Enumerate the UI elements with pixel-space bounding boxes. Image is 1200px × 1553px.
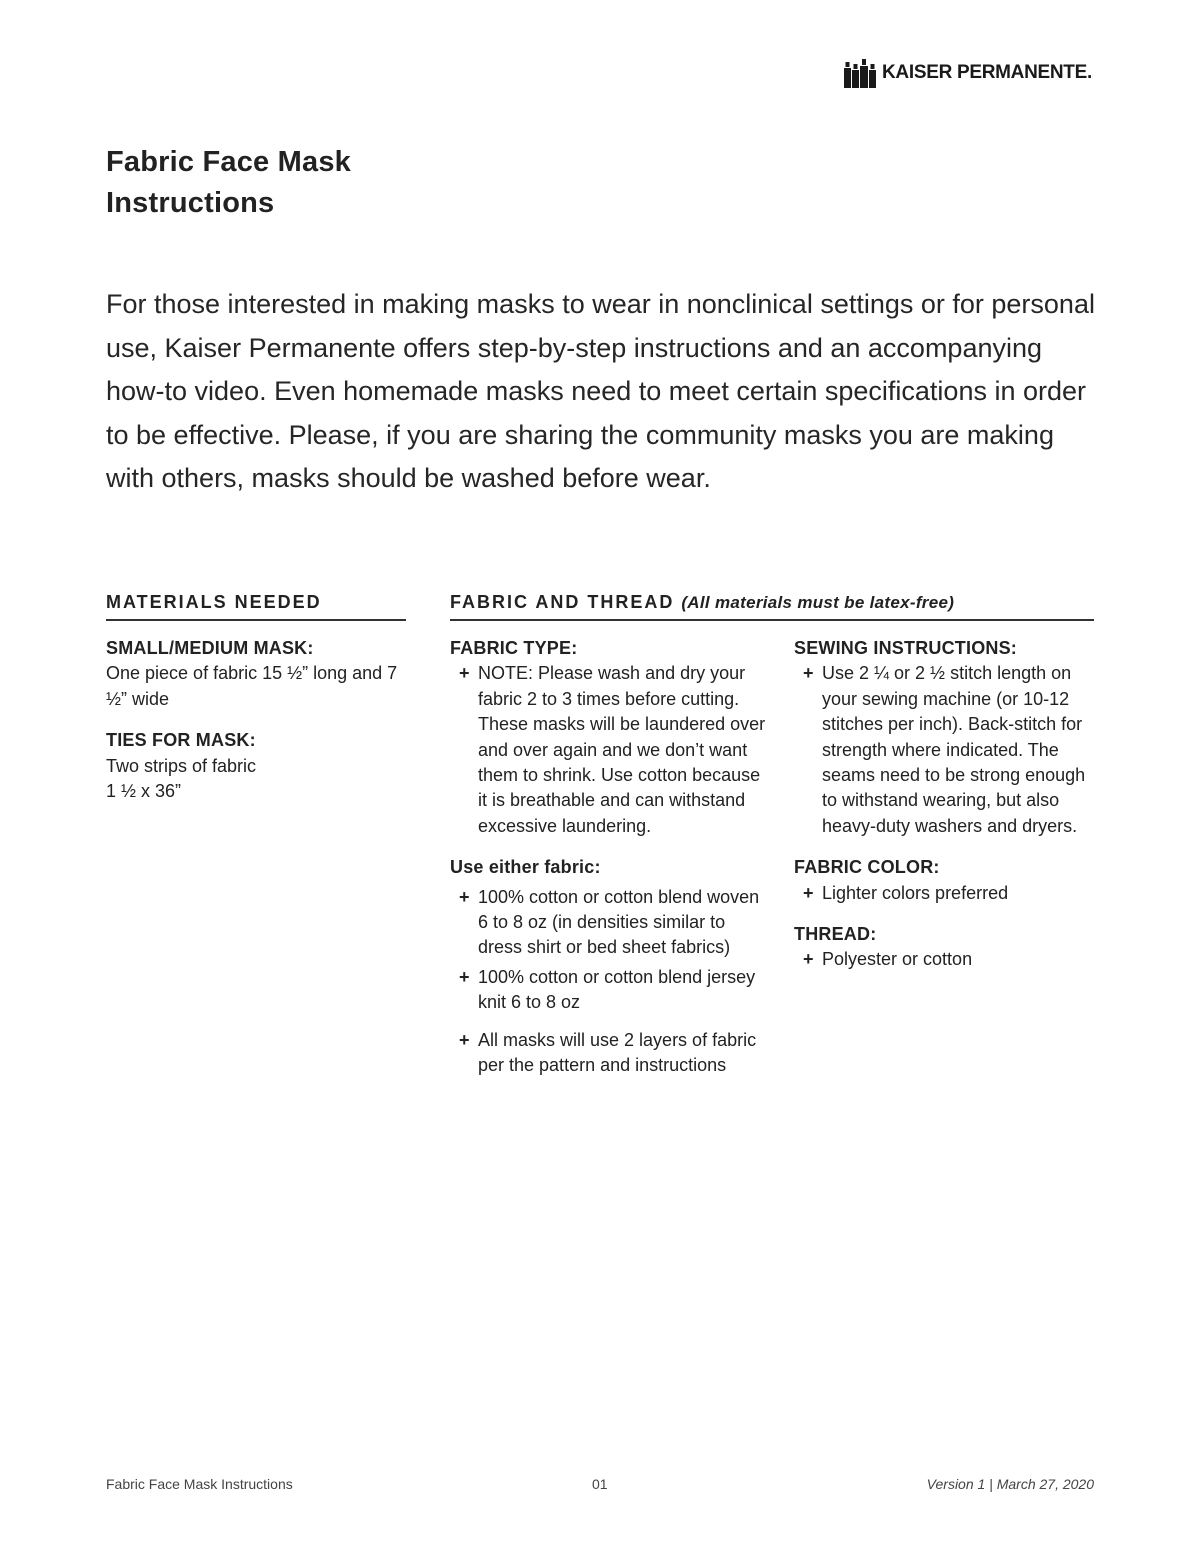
thread-list [794, 947, 1094, 972]
list-item-text: Polyester or cotton [822, 949, 973, 970]
sewing-list [794, 661, 1094, 839]
sewing-label: SEWING INSTRUCTIONS: [794, 638, 1017, 658]
fabric-type-column [450, 636, 770, 1095]
list-item-text: NOTE: Please wash and dry your fabric 2 to 3 times before cutting. These masks will be laundered over and over again and we don’t want them to shrink. Use cotton because it is breathable and can withstand excessive laundering. [478, 663, 766, 836]
plus-icon: + [803, 663, 814, 684]
ties-text-line-2: 1 ½ x 36” [106, 781, 182, 802]
sewing-column [794, 636, 1094, 989]
fabric-options-list [450, 885, 770, 1079]
fabric-type-label: FABRIC TYPE: [450, 638, 578, 658]
fabric-heading-text: FABRIC AND THREAD [450, 592, 675, 612]
fabric-options-label: Use either fabric: [450, 857, 601, 878]
list-item [450, 661, 770, 839]
kaiser-figures-icon [844, 58, 876, 88]
footer-page-number: 01 [592, 1476, 608, 1492]
mask-size-label: SMALL/MEDIUM MASK: [106, 638, 314, 658]
fabric-heading [450, 592, 1094, 621]
list-item [450, 965, 770, 1016]
page-title-line-2: Instructions [106, 187, 275, 219]
intro-paragraph: For those interested in making masks to wear in nonclinical settings or for personal use, Kaiser Permanente offers step-by-step instructions and an accompanying how-to video. Even homemade masks need to meet certain specifications in order to be effective. Please, if you are sharing the community masks you are making with others, masks should be washed before wear. [106, 289, 1095, 494]
ties-block [106, 728, 406, 804]
plus-icon: + [459, 966, 470, 987]
materials-column [106, 636, 406, 820]
thread-block [794, 922, 1094, 973]
fabric-color-block [794, 855, 1094, 906]
list-item-text: Use 2 ¼ or 2 ½ stitch length on your sewing machine (or 10-12 stitches per inch). Back-stitch for strength where indicated. The seams need to be strong enough to withstand wearing, but also heavy-duty washers and dryers. [822, 663, 1086, 836]
plus-icon: + [459, 886, 470, 907]
mask-size-text: One piece of fabric 15 ½” long and 7 ½” wide [106, 663, 398, 709]
materials-heading [106, 592, 406, 621]
fabric-heading-note: (All materials must be latex-free) [681, 593, 955, 612]
fabric-options-block [450, 855, 770, 1078]
fabric-color-list [794, 881, 1094, 906]
footer-version: Version 1 | March 27, 2020 [926, 1476, 1094, 1492]
list-item-text: All masks will use 2 layers of fabric per the pattern and instructions [478, 1029, 757, 1076]
fabric-type-list [450, 661, 770, 839]
plus-icon: + [459, 1029, 470, 1050]
page-title [106, 142, 351, 224]
list-item-text: 100% cotton or cotton blend jersey knit 6 to 8 oz [478, 966, 756, 1013]
ties-label: TIES FOR MASK: [106, 730, 256, 751]
list-item [794, 947, 1094, 972]
materials-heading-text: MATERIALS NEEDED [106, 592, 322, 612]
list-item [794, 881, 1094, 906]
list-item [450, 1028, 770, 1079]
sewing-block [794, 636, 1094, 839]
list-item [794, 661, 1094, 839]
footer-doc-title: Fabric Face Mask Instructions [106, 1476, 293, 1492]
brand-logo [844, 58, 1092, 88]
ties-text-line-1: Two strips of fabric [106, 755, 257, 776]
list-item-text: Lighter colors preferred [822, 882, 1009, 903]
fabric-type-block [450, 636, 770, 839]
brand-name: KAISER PERMANENTE. [882, 62, 1092, 83]
plus-icon: + [803, 949, 814, 970]
page-title-line-1: Fabric Face Mask [106, 146, 351, 178]
mask-size-block [106, 636, 406, 712]
list-item [450, 885, 770, 961]
fabric-color-label: FABRIC COLOR: [794, 857, 940, 878]
plus-icon: + [459, 663, 470, 684]
plus-icon: + [803, 882, 814, 903]
list-item-text: 100% cotton or cotton blend woven 6 to 8 oz (in densities similar to dress shirt or bed sheet fabrics) [478, 886, 760, 958]
thread-label: THREAD: [794, 924, 877, 945]
